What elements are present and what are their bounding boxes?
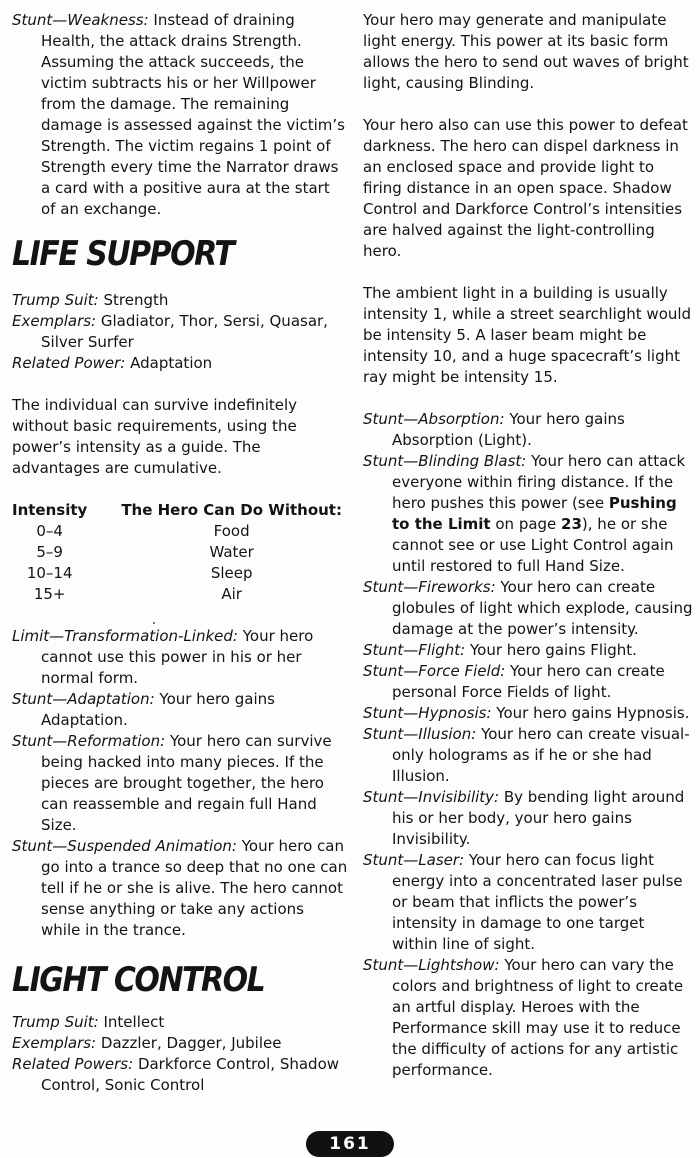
related-power-label: Related Power: bbox=[12, 354, 126, 372]
entry-label: Stunt—Reformation: bbox=[12, 732, 166, 750]
entry-text: Your hero gains Flight. bbox=[465, 641, 637, 659]
stunt-flight bbox=[363, 640, 693, 661]
entry-label: Limit—Transformation-Linked: bbox=[12, 627, 238, 645]
entry-label: Stunt—Invisibility: bbox=[363, 788, 500, 806]
light-control-exemplars bbox=[12, 1033, 348, 1054]
table-row bbox=[12, 584, 342, 605]
stunt-reformation bbox=[12, 731, 348, 836]
entry-text: Your hero can focus light energy into a concentrated laser pulse or beam that inflicts the power’s intensity in damage to one target within line of sight. bbox=[392, 851, 683, 953]
entry-label: Stunt—Absorption: bbox=[363, 410, 505, 428]
cross-reference-link: Pushing to the Limit bbox=[392, 494, 677, 533]
light-control-ambient: The ambient light in a building is usually intensity 1, while a street searchlight would be intensity 5. A laser beam might be intensity 10, and a huge spacecraft’s light ray might be intensity 15. bbox=[363, 284, 692, 386]
stunt-adaptation bbox=[12, 689, 348, 731]
table-row bbox=[12, 542, 342, 563]
entry-text: Your hero can attack everyone within firing distance. If the hero pushes this power (see bbox=[392, 452, 686, 512]
exemplars-label: Exemplars: bbox=[12, 1034, 97, 1052]
entry-text: Your hero can go into a trance so deep that no one can tell if he or she is alive. The hero cannot sense anything or take any actions while in the trance. bbox=[41, 837, 348, 939]
can-do-without-header: The Hero Can Do Without: bbox=[121, 501, 342, 519]
exemplars-label: Exemplars: bbox=[12, 312, 97, 330]
entry-label: Stunt—Lightshow: bbox=[363, 956, 500, 974]
entry-text: Your hero gains Hypnosis. bbox=[491, 704, 690, 722]
entry-text: Your hero can create visual-only holograms as if he or she had Illusion. bbox=[392, 725, 690, 785]
intensity-cell: 15+ bbox=[33, 585, 66, 603]
stunt-hypnosis bbox=[363, 703, 693, 724]
entry-text: Your hero can create personal Force Fields of light. bbox=[392, 662, 665, 701]
without-cell: Food bbox=[213, 522, 250, 540]
entry-label: Stunt—Laser: bbox=[363, 851, 465, 869]
entry-label: Stunt—Suspended Animation: bbox=[12, 837, 237, 855]
exemplars-value: Gladiator, Thor, Sersi, Quasar, Silver Surfer bbox=[41, 312, 328, 351]
stunt-invisibility bbox=[363, 787, 693, 850]
page-number: 161 bbox=[329, 1134, 371, 1154]
stunt-suspended-animation bbox=[12, 836, 348, 941]
entry-text: Your hero gains Absorption (Light). bbox=[392, 410, 625, 449]
stunt-lightshow bbox=[363, 955, 693, 1081]
entry-text: Your hero can survive being hacked into many pieces. If the pieces are brought together, the hero can reassemble and regain full Hand Size. bbox=[41, 732, 332, 834]
entry-label: Stunt—Hypnosis: bbox=[363, 704, 492, 722]
page-reference: 23 bbox=[561, 515, 582, 533]
trump-suit-label: Trump Suit: bbox=[12, 1013, 99, 1031]
without-cell: Water bbox=[209, 543, 254, 561]
light-control-trump-suit bbox=[12, 1012, 348, 1033]
page-number-badge bbox=[306, 1131, 394, 1157]
entry-text: ), he or she cannot see or use Light Control again until restored to full Hand Size. bbox=[392, 515, 674, 575]
intensity-header: Intensity bbox=[12, 501, 88, 519]
heading-life-support: LIFE SUPPORT bbox=[12, 234, 234, 275]
limit-transformation-linked bbox=[12, 626, 348, 689]
related-powers-label: Related Powers: bbox=[12, 1055, 134, 1073]
heading-light-control: LIGHT CONTROL bbox=[12, 960, 265, 1001]
exemplars-value: Dazzler, Dagger, Jubilee bbox=[96, 1034, 282, 1052]
table-row bbox=[12, 521, 342, 542]
light-control-related-powers bbox=[12, 1054, 348, 1096]
light-control-darkness: Your hero also can use this power to defeat darkness. The hero can dispel darkness in an enclosed space and provide light to firing distance in an open space. Shadow Control and Darkforce Control’s intensities are halved against the light-controlling hero. bbox=[363, 116, 688, 260]
trump-suit-value: Intellect bbox=[98, 1013, 165, 1031]
related-power-value: Adaptation bbox=[125, 354, 213, 372]
right-column bbox=[363, 10, 693, 1081]
life-support-description: The individual can survive indefinitely without basic requirements, using the power’s intensity as a guide. The advantages are cumulative. bbox=[12, 396, 298, 477]
life-support-related-power bbox=[12, 353, 348, 374]
entry-label: Stunt—Illusion: bbox=[363, 725, 477, 743]
entry-text: Your hero cannot use this power in his or her normal form. bbox=[41, 627, 314, 687]
trump-suit-label: Trump Suit: bbox=[12, 291, 99, 309]
life-support-trump-suit bbox=[12, 290, 348, 311]
intensity-cell: 0–4 bbox=[36, 522, 63, 540]
entry-label: Stunt—Blinding Blast: bbox=[363, 452, 527, 470]
intensity-cell: 10–14 bbox=[26, 564, 73, 582]
entry-text: Your hero gains Adaptation. bbox=[41, 690, 275, 729]
table-row bbox=[12, 563, 342, 584]
stunt-blinding-blast bbox=[363, 451, 693, 577]
intensity-table bbox=[12, 500, 342, 605]
entry-label: Stunt—Fireworks: bbox=[363, 578, 496, 596]
life-support-exemplars bbox=[12, 311, 348, 353]
stunt-fireworks bbox=[363, 577, 693, 640]
entry-text: Instead of draining Health, the attack drains Strength. Assuming the attack succeeds, the victim subtracts his or her Willpower from the damage. The remaining damage is assessed against the victim’s Strength. The victim regains 1 point of Strength every time the Narrator draws a card with a positive aura at the start of an exchange. bbox=[41, 11, 345, 218]
intensity-cell: 5–9 bbox=[36, 543, 63, 561]
entry-label: Stunt—Force Field: bbox=[363, 662, 506, 680]
print-speck bbox=[153, 622, 155, 624]
related-powers-value: Darkforce Control, Shadow Control, Sonic Control bbox=[41, 1055, 340, 1094]
entry-label: Stunt—Adaptation: bbox=[12, 690, 155, 708]
without-cell: Air bbox=[221, 585, 242, 603]
entry-text: By bending light around his or her body, your hero gains Invisibility. bbox=[392, 788, 685, 848]
without-cell: Sleep bbox=[210, 564, 253, 582]
entry-text: Your hero can vary the colors and brightness of light to create an artful display. Heroes with the Performance skill may use it to reduce the difficulty of actions for any artistic performance. bbox=[392, 956, 684, 1079]
left-column bbox=[12, 10, 348, 1096]
entry-label: Stunt—Weakness: bbox=[12, 11, 149, 29]
entry-text: Your hero can create globules of light which explode, causing damage at the power’s intensity. bbox=[392, 578, 693, 638]
table-header-row bbox=[12, 500, 342, 521]
light-control-intro: Your hero may generate and manipulate light energy. This power at its basic form allows the hero to send out waves of bright light, causing Blinding. bbox=[363, 11, 689, 92]
entry-label: Stunt—Flight: bbox=[363, 641, 466, 659]
trump-suit-value: Strength bbox=[98, 291, 169, 309]
stunt-weakness bbox=[12, 10, 348, 220]
stunt-laser bbox=[363, 850, 693, 955]
stunt-force-field bbox=[363, 661, 693, 703]
stunt-illusion bbox=[363, 724, 693, 787]
stunt-absorption bbox=[363, 409, 693, 451]
entry-text: on page bbox=[490, 515, 562, 533]
